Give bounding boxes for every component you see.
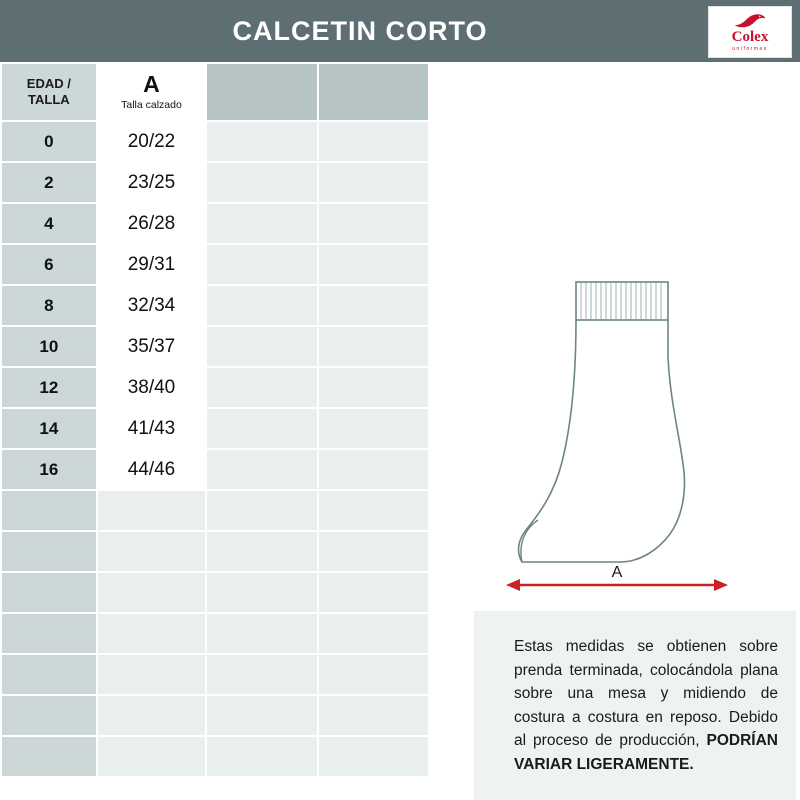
table-row [1, 449, 429, 490]
cell-col-a-empty [97, 736, 207, 777]
brand-tagline: uniformes [732, 45, 768, 52]
cell-shoe-size: 38/40 [97, 367, 207, 408]
note-text [514, 635, 778, 776]
cell-col-d [318, 162, 429, 203]
cell-col-c-empty [206, 613, 317, 654]
cell-col-d [318, 244, 429, 285]
cell-age: 8 [1, 285, 97, 326]
header-col-a [97, 63, 207, 121]
cell-col-c [206, 326, 317, 367]
cell-age-empty [1, 572, 97, 613]
header-col-c [206, 63, 317, 121]
cell-col-c-empty [206, 695, 317, 736]
illustration-panel [434, 62, 800, 800]
cell-col-d-empty [318, 613, 429, 654]
page-title: CALCETIN CORTO [232, 15, 488, 46]
cell-col-c [206, 121, 317, 162]
cell-col-d [318, 203, 429, 244]
cell-col-c [206, 367, 317, 408]
cell-col-d [318, 326, 429, 367]
brand-name: Colex [731, 28, 769, 45]
table-row [1, 244, 429, 285]
cell-col-c [206, 162, 317, 203]
table-row [1, 326, 429, 367]
cell-col-a-empty [97, 572, 207, 613]
cell-col-d-empty [318, 654, 429, 695]
table-row [1, 408, 429, 449]
cell-shoe-size: 41/43 [97, 408, 207, 449]
measure-label: A [611, 564, 623, 581]
header-col-a-subtitle: Talla calzado [121, 99, 182, 112]
table-header-row [1, 63, 429, 121]
cell-age-empty [1, 736, 97, 777]
table-row [1, 285, 429, 326]
note-line-4: de costura a costura en reposo. [514, 685, 778, 726]
cell-col-a-empty [97, 531, 207, 572]
sock-illustration [434, 142, 800, 581]
cell-shoe-size: 23/25 [97, 162, 207, 203]
size-table [0, 62, 430, 778]
cell-col-c [206, 203, 317, 244]
cell-col-d-empty [318, 695, 429, 736]
cell-col-c [206, 408, 317, 449]
cell-col-d [318, 408, 429, 449]
cell-shoe-size: 35/37 [97, 326, 207, 367]
cell-shoe-size: 44/46 [97, 449, 207, 490]
cell-age-empty [1, 613, 97, 654]
cell-col-d-empty [318, 572, 429, 613]
cell-age: 2 [1, 162, 97, 203]
table-row-empty [1, 654, 429, 695]
note-line-6: PODRÍAN VARIAR LIGERAMENTE. [514, 732, 778, 773]
measurement-note [474, 611, 796, 800]
cell-col-d-empty [318, 736, 429, 777]
header-age-line1: EDAD / [26, 75, 71, 91]
table-row [1, 162, 429, 203]
cell-age: 10 [1, 326, 97, 367]
cell-shoe-size: 20/22 [97, 121, 207, 162]
note-line-3: plana sobre una mesa y midiendo [514, 661, 778, 703]
cell-age-empty [1, 490, 97, 531]
cell-col-d [318, 121, 429, 162]
table-row [1, 203, 429, 244]
cell-age: 0 [1, 121, 97, 162]
cell-col-c-empty [206, 490, 317, 531]
cell-age: 6 [1, 244, 97, 285]
cell-col-d-empty [318, 490, 429, 531]
cell-age-empty [1, 531, 97, 572]
page-header [0, 0, 800, 62]
cell-col-d [318, 285, 429, 326]
cell-shoe-size: 29/31 [97, 244, 207, 285]
sock-diagram [434, 142, 800, 581]
cell-col-c-empty [206, 572, 317, 613]
cell-age: 4 [1, 203, 97, 244]
cell-age: 14 [1, 408, 97, 449]
cell-age: 16 [1, 449, 97, 490]
cell-age-empty [1, 654, 97, 695]
cell-col-c [206, 449, 317, 490]
header-age-size [1, 63, 97, 121]
table-row-empty [1, 695, 429, 736]
cell-col-a-empty [97, 695, 207, 736]
header-col-a-letter: A [143, 71, 160, 98]
note-line-2: prenda terminada, colocándola [514, 661, 733, 679]
cell-col-a-empty [97, 613, 207, 654]
header-age-line2: TALLA [28, 92, 70, 107]
note-line-1: Estas medidas se obtienen sobre [514, 638, 778, 655]
table-row-empty [1, 613, 429, 654]
table-row-empty [1, 572, 429, 613]
table-row-empty [1, 490, 429, 531]
table-row-empty [1, 736, 429, 777]
cell-col-d [318, 367, 429, 408]
cell-col-d [318, 449, 429, 490]
cell-col-d-empty [318, 531, 429, 572]
header-col-d [318, 63, 429, 121]
table-row [1, 367, 429, 408]
cell-shoe-size: 32/34 [97, 285, 207, 326]
cell-col-c-empty [206, 736, 317, 777]
bird-icon [733, 13, 767, 29]
cell-col-a-empty [97, 654, 207, 695]
cell-age-empty [1, 695, 97, 736]
note-line-5: Debido al proceso de producción, [514, 708, 778, 750]
cell-col-a-empty [97, 490, 207, 531]
cell-col-c [206, 244, 317, 285]
cell-col-c-empty [206, 531, 317, 572]
cell-col-c-empty [206, 654, 317, 695]
cell-age: 12 [1, 367, 97, 408]
table-row [1, 121, 429, 162]
brand-logo [708, 6, 792, 58]
cell-shoe-size: 26/28 [97, 203, 207, 244]
cell-col-c [206, 285, 317, 326]
table-row-empty [1, 531, 429, 572]
